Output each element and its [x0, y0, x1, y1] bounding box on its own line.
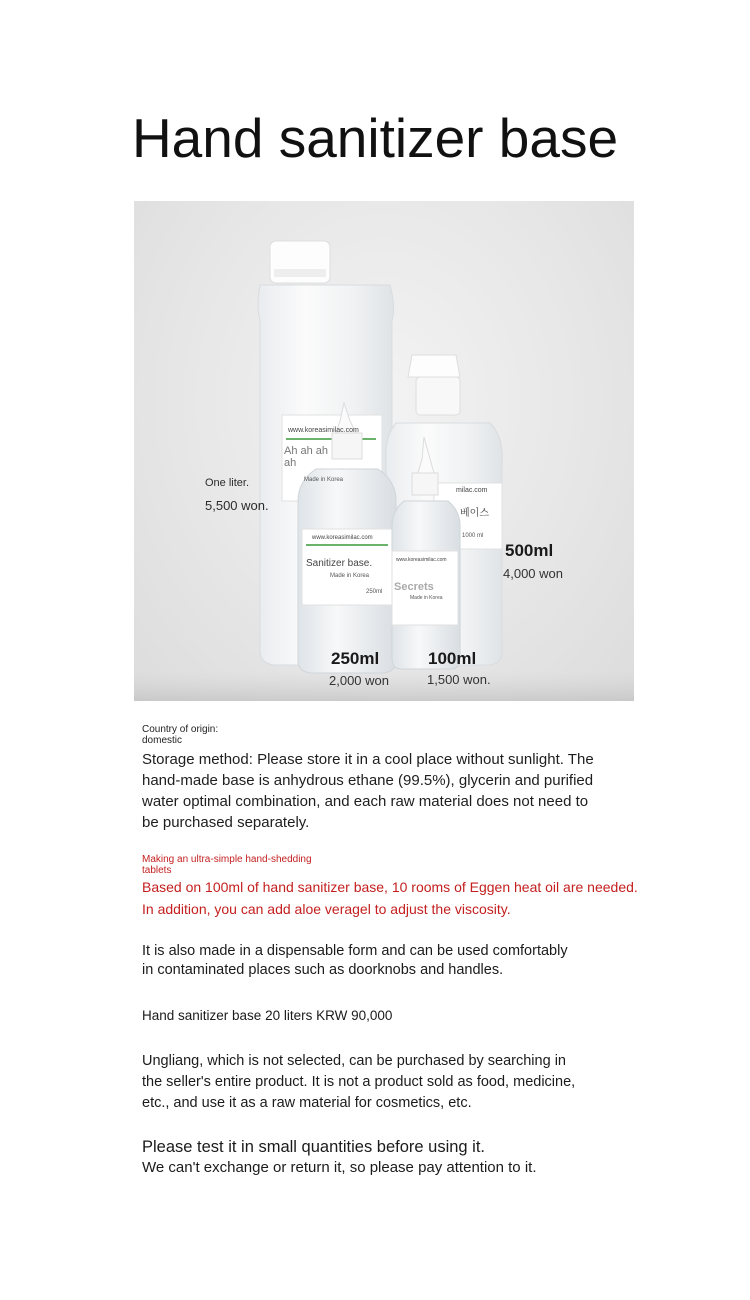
storage-line: Storage method: Please store it in a cool place without sunlight. The: [142, 751, 594, 768]
note-line: etc., and use it as a raw material for cosmetics, etc.: [142, 1095, 472, 1111]
recipe-heading-line: tablets: [142, 865, 172, 876]
label-500-site: milac.com: [456, 487, 488, 494]
label-250-origin: Made in Korea: [330, 573, 370, 579]
bulk-price: Hand sanitizer base 20 liters KRW 90,000: [142, 1008, 393, 1023]
dispense-line: It is also made in a dispensable form and can be used comfortably: [142, 943, 568, 959]
label-1l-name-2: ah: [284, 457, 297, 469]
label-250-name: Sanitizer base.: [306, 558, 373, 569]
note-section: [142, 1051, 622, 1114]
warning-line-2: We can't exchange or return it, so please pay attention to it.: [142, 1159, 537, 1176]
recipe-line: Based on 100ml of hand sanitizer base, 10 rooms of Eggen heat oil are needed.: [142, 879, 638, 895]
note-line: the seller's entire product. It is not a product sold as food, medicine,: [142, 1074, 576, 1090]
label-250-volume: 250ml: [366, 589, 383, 595]
label-1l-origin: Made in Korea: [304, 477, 344, 483]
size-500ml: 500ml: [505, 541, 554, 560]
label-1l-site: www.koreasimilac.com: [288, 427, 359, 434]
label-100-site: www.koreasimilac.com: [396, 557, 447, 563]
label-500-name: 베이스: [460, 508, 489, 519]
one-liter-label: One liter.: [205, 477, 250, 489]
recipe-line: In addition, you can add aloe veragel to adjust the viscosity.: [142, 901, 511, 917]
storage-section: [142, 749, 622, 833]
label-500-volume: 1000 ml: [462, 533, 484, 539]
size-100ml: 100ml: [428, 649, 477, 668]
storage-line: hand-made base is anhydrous ethane (99.5%), glycerin and purified: [142, 772, 594, 789]
warning-line-1: Please test it in small quantities before using it.: [142, 1138, 486, 1156]
dispense-line: in contaminated places such as doorknobs and handles.: [142, 962, 504, 978]
label-1l-name: Ah ah ah: [284, 445, 329, 457]
product-photo: [134, 201, 634, 701]
storage-line: be purchased separately.: [142, 814, 310, 831]
price-500ml: 4,000 won: [503, 566, 563, 581]
bottles-illustration: [134, 201, 634, 701]
origin-label: Country of origin:: [142, 724, 219, 735]
recipe-heading-line: Making an ultra-simple hand-shedding: [142, 854, 312, 865]
origin-section: [142, 724, 642, 746]
recipe-section: [142, 876, 742, 920]
price-250ml: 2,000 won: [329, 673, 389, 688]
note-line: Ungliang, which is not selected, can be purchased by searching in: [142, 1053, 566, 1069]
recipe-heading: [142, 854, 642, 876]
price-100ml: 1,500 won.: [427, 672, 491, 687]
label-100-name: Secrets: [394, 581, 434, 593]
one-liter-price: 5,500 won.: [205, 498, 269, 513]
size-250ml: 250ml: [331, 649, 380, 668]
label-100-origin: Made in Korea: [410, 595, 443, 601]
warning-section: [142, 1136, 622, 1178]
storage-line: water optimal combination, and each raw material does not need to: [142, 793, 589, 810]
label-250-site: www.koreasimilac.com: [312, 535, 373, 541]
origin-value: domestic: [142, 735, 183, 746]
dispense-section: [142, 942, 622, 980]
page-title: Hand sanitizer base: [131, 107, 619, 169]
